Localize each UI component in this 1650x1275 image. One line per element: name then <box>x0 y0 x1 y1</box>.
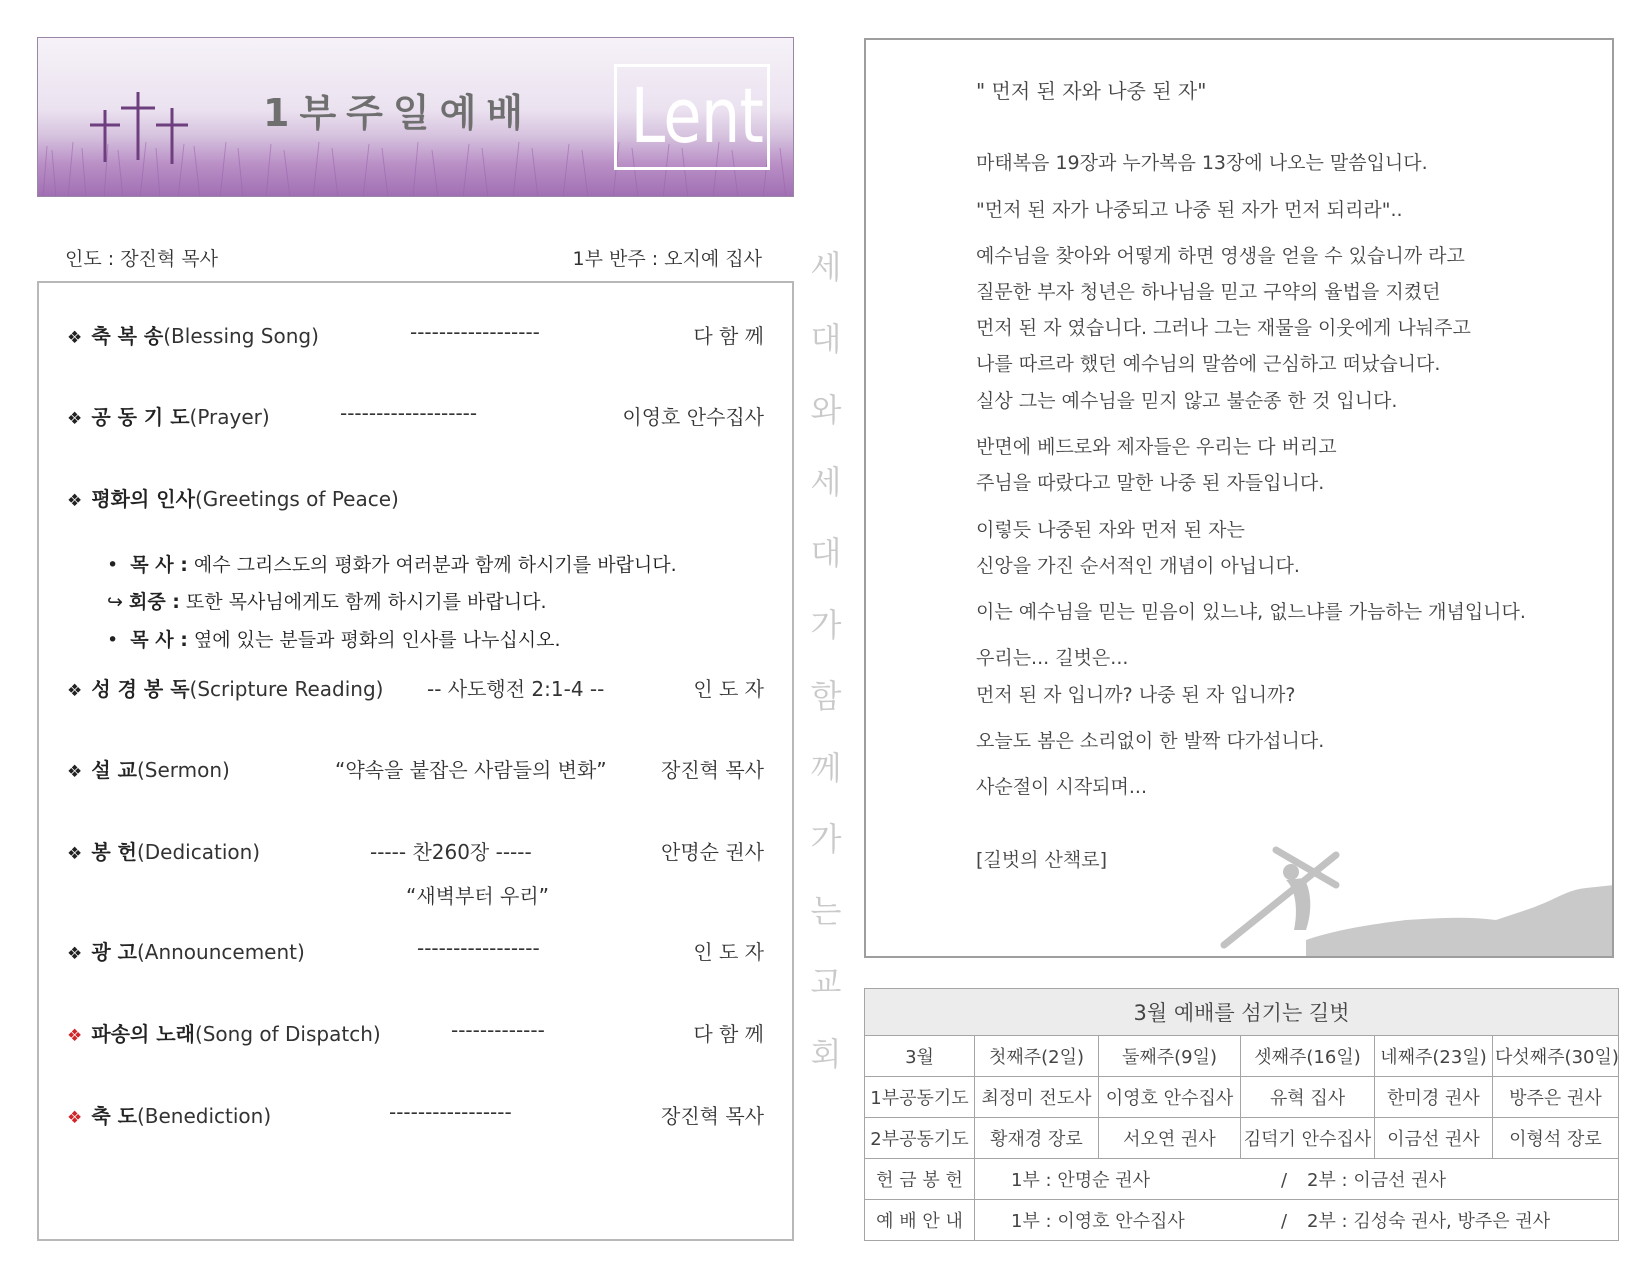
week-header: 다섯째주(30일) <box>1493 1036 1619 1077</box>
table-cell: 한미경 권사 <box>1375 1077 1493 1118</box>
church-name-char: 함 <box>810 677 842 715</box>
order-item-detail: ------------- <box>451 1018 545 1042</box>
bullet-dot-icon: • <box>107 629 131 651</box>
lent-label: Lent <box>630 71 764 160</box>
order-item-detail: ----------------- <box>417 936 540 960</box>
schedule-caption: 3월 예배를 섬기는 길벗 <box>865 989 1619 1036</box>
order-item-announcement <box>67 936 764 966</box>
meditation-line: 먼저 된 자 입니까? 나중 된 자 입니까? <box>976 684 1296 706</box>
table-cell: 황재경 장로 <box>975 1118 1099 1159</box>
table-row <box>865 1077 1619 1118</box>
order-item-title: 성 경 봉 독 <box>91 677 190 701</box>
week-header: 첫째주(2일) <box>975 1036 1099 1077</box>
order-item-leader: 다 함 께 <box>693 324 764 348</box>
meditation-line: 질문한 부자 청년은 하나님을 믿고 구약의 율법을 지켰던 <box>976 281 1441 303</box>
order-item-song-of-dispatch <box>67 1018 764 1048</box>
order-item-english: (Blessing Song) <box>163 324 319 348</box>
schedule-table <box>864 988 1619 1241</box>
week-header: 셋째주(16일) <box>1241 1036 1375 1077</box>
three-crosses-icon <box>88 90 198 165</box>
meditation-line: 이는 예수님을 믿는 믿음이 있느냐, 없느냐를 가늠하는 개념입니다. <box>976 601 1526 623</box>
month-header: 3월 <box>865 1036 975 1077</box>
church-name-char: 께 <box>810 748 842 787</box>
table-cell: 김덕기 안수집사 <box>1241 1118 1375 1159</box>
meditation-line: 마태복음 19장과 누가복음 13장에 나오는 말씀입니다. <box>976 152 1428 174</box>
bullet-dot-icon: • <box>107 554 131 576</box>
table-cell: 이형석 장로 <box>1493 1118 1619 1159</box>
ushers-cell <box>975 1200 1619 1241</box>
order-item-detail: ------------------ <box>410 320 540 344</box>
order-item-title: 축 복 송 <box>91 324 164 348</box>
order-item-title: 봉 헌 <box>91 840 137 864</box>
order-item-leader: 다 함 께 <box>693 1022 764 1046</box>
week-header: 네째주(23일) <box>1375 1036 1493 1077</box>
order-item-english: (Sermon) <box>136 758 230 782</box>
order-item-title: 광 고 <box>91 940 137 964</box>
order-item-dedication <box>67 836 764 866</box>
order-item-leader: 장진혁 목사 <box>661 1104 764 1128</box>
meditation-line: 신앙을 가진 순서적인 개념이 아닙니다. <box>976 555 1300 577</box>
order-item-detail: -- 사도행전 2:1-4 -- <box>427 677 605 701</box>
church-name-char: 교 <box>810 963 842 1001</box>
order-item-sermon <box>67 754 764 784</box>
offering-row <box>865 1159 1619 1200</box>
church-name-char: 대 <box>810 319 842 358</box>
order-item-title: 평화의 인사 <box>91 487 195 511</box>
table-cell: 최정미 전도사 <box>975 1077 1099 1118</box>
order-item-english: (Scripture Reading) <box>189 677 384 701</box>
church-name-vertical <box>806 242 846 1100</box>
diamond-bullet-icon: ❖ <box>67 762 83 782</box>
order-item-english: (Announcement) <box>136 940 305 964</box>
order-item-benediction <box>67 1100 764 1130</box>
offering-cell <box>975 1159 1619 1200</box>
row-label: 헌 금 봉 헌 <box>865 1159 975 1200</box>
diamond-bullet-icon: ❖ <box>67 328 83 348</box>
sermon-title: “약속을 붙잡은 사람들의 변화” <box>335 758 607 782</box>
order-item-leader: 안명순 권사 <box>661 840 764 864</box>
table-cell: 서오연 권사 <box>1099 1118 1241 1159</box>
diamond-bullet-icon: ❖ <box>67 1026 83 1046</box>
meditation-line: 먼저 된 자 였습니다. 그러나 그는 재물을 이웃에게 나눠주고 <box>976 317 1471 339</box>
meditation-line: 이렇듯 나중된 자와 먼저 된 자는 <box>976 519 1245 541</box>
offering-first: 1부 : 안명순 권사 <box>1011 1170 1151 1191</box>
church-name-char: 가 <box>810 605 842 644</box>
meditation-line: 실상 그는 예수님을 믿지 않고 불순종 한 것 입니다. <box>976 390 1398 412</box>
table-row <box>865 1118 1619 1159</box>
order-item-title: 축 도 <box>91 1104 137 1128</box>
week-header: 둘째주(9일) <box>1099 1036 1241 1077</box>
meditation-title: " 먼저 된 자와 나중 된 자" <box>976 79 1207 103</box>
order-item-detail: ----------------- <box>389 1100 512 1124</box>
row-label: 2부공동기도 <box>865 1118 975 1159</box>
lent-badge <box>614 64 770 170</box>
order-item-english: (Dedication) <box>136 840 261 864</box>
worship-leader: 인도 : 장진혁 목사 <box>65 248 218 270</box>
order-item-english: (Song of Dispatch) <box>194 1022 381 1046</box>
peace-line <box>107 550 677 577</box>
order-item-title: 파송의 노래 <box>91 1022 195 1046</box>
order-item-scripture <box>67 673 764 703</box>
hymn-number: ----- 찬260장 ----- <box>370 840 532 864</box>
order-item-prayer <box>67 401 764 431</box>
header-banner <box>37 37 794 197</box>
order-item-blessing-song <box>67 320 764 350</box>
order-item-english: (Benediction) <box>136 1104 272 1128</box>
peace-line <box>107 625 561 652</box>
ushers-first: 1부 : 이영호 안수집사 <box>1011 1211 1185 1232</box>
cross-bearer-silhouette <box>866 40 1614 958</box>
meditation-line: 우리는... 길벗은... <box>976 647 1129 669</box>
separator: / <box>1281 1170 1288 1191</box>
order-item-greetings <box>67 483 764 513</box>
peace-speaker: 회중 : <box>128 591 180 613</box>
church-name-char: 세 <box>810 248 842 286</box>
church-name-char: 와 <box>810 391 842 429</box>
table-cell: 이금선 권사 <box>1375 1118 1493 1159</box>
order-item-english: (Prayer) <box>189 405 270 429</box>
church-name-char: 는 <box>810 891 842 930</box>
peace-speaker: 목 사 : <box>130 629 188 651</box>
meditation-line: 예수님을 찾아와 어떻게 하면 영생을 얻을 수 있습니까 라고 <box>976 245 1465 267</box>
meditation-line: 나를 따르라 했던 예수님의 말씀에 근심하고 떠났습니다. <box>976 353 1441 375</box>
diamond-bullet-icon: ❖ <box>67 409 83 429</box>
return-arrow-icon: ↪ <box>107 591 129 613</box>
church-name-char: 세 <box>810 462 842 501</box>
meditation-line: "먼저 된 자가 나중되고 나중 된 자가 먼저 되리라".. <box>976 199 1403 221</box>
order-item-detail: ------------------- <box>340 401 478 425</box>
offering-second: 2부 : 이금선 권사 <box>1307 1170 1447 1191</box>
order-item-leader: 인 도 자 <box>693 940 764 964</box>
row-label: 예 배 안 내 <box>865 1200 975 1241</box>
order-item-title: 공 동 기 도 <box>91 405 190 429</box>
peace-line <box>107 587 547 614</box>
order-of-worship <box>37 281 794 1241</box>
meditation-line: 사순절이 시작되며... <box>976 776 1147 798</box>
service-schedule <box>864 988 1618 1241</box>
order-item-leader: 이영호 안수집사 <box>622 405 764 429</box>
peace-text: 옆에 있는 분들과 평화의 인사를 나누십시오. <box>187 629 561 651</box>
diamond-bullet-icon: ❖ <box>67 944 83 964</box>
meditation-signature: [길벗의 산책로] <box>976 849 1107 871</box>
row-label: 1부공동기도 <box>865 1077 975 1118</box>
peace-text: 또한 목사님에게도 함께 하시기를 바랍니다. <box>179 591 547 613</box>
diamond-bullet-icon: ❖ <box>67 1108 83 1128</box>
ushers-second: 2부 : 김성숙 권사, 방주은 권사 <box>1307 1211 1551 1232</box>
schedule-caption-row <box>865 989 1619 1036</box>
meditation-line: 반면에 베드로와 제자들은 우리는 다 버리고 <box>976 436 1337 458</box>
church-name-char: 회 <box>810 1034 842 1073</box>
meditation-panel <box>864 38 1614 958</box>
peace-text: 예수 그리스도의 평화가 여러분과 함께 하시기를 바랍니다. <box>187 554 677 576</box>
diamond-bullet-icon: ❖ <box>67 844 83 864</box>
separator: / <box>1281 1211 1288 1232</box>
table-cell: 유혁 집사 <box>1241 1077 1375 1118</box>
meditation-line: 주님을 따랐다고 말한 나중 된 자들입니다. <box>976 472 1325 494</box>
hymn-title: “새벽부터 우리” <box>406 884 549 908</box>
order-item-leader: 장진혁 목사 <box>661 758 764 782</box>
service-title: 1부주일예배 <box>263 91 533 135</box>
table-cell: 방주은 권사 <box>1493 1077 1619 1118</box>
church-name-char: 가 <box>810 820 842 858</box>
peace-speaker: 목 사 : <box>130 554 188 576</box>
schedule-header-row <box>865 1036 1619 1077</box>
ushers-row <box>865 1200 1619 1241</box>
accompanist: 1부 반주 : 오지예 집사 <box>572 248 762 270</box>
order-item-leader: 인 도 자 <box>693 677 764 701</box>
table-cell: 이영호 안수집사 <box>1099 1077 1241 1118</box>
order-item-title: 설 교 <box>91 758 137 782</box>
order-item-english: (Greetings of Peace) <box>194 487 399 511</box>
diamond-bullet-icon: ❖ <box>67 681 83 701</box>
church-name-char: 대 <box>810 534 842 572</box>
diamond-bullet-icon: ❖ <box>67 491 83 511</box>
meditation-line: 오늘도 봄은 소리없이 한 발짝 다가섭니다. <box>976 730 1325 752</box>
